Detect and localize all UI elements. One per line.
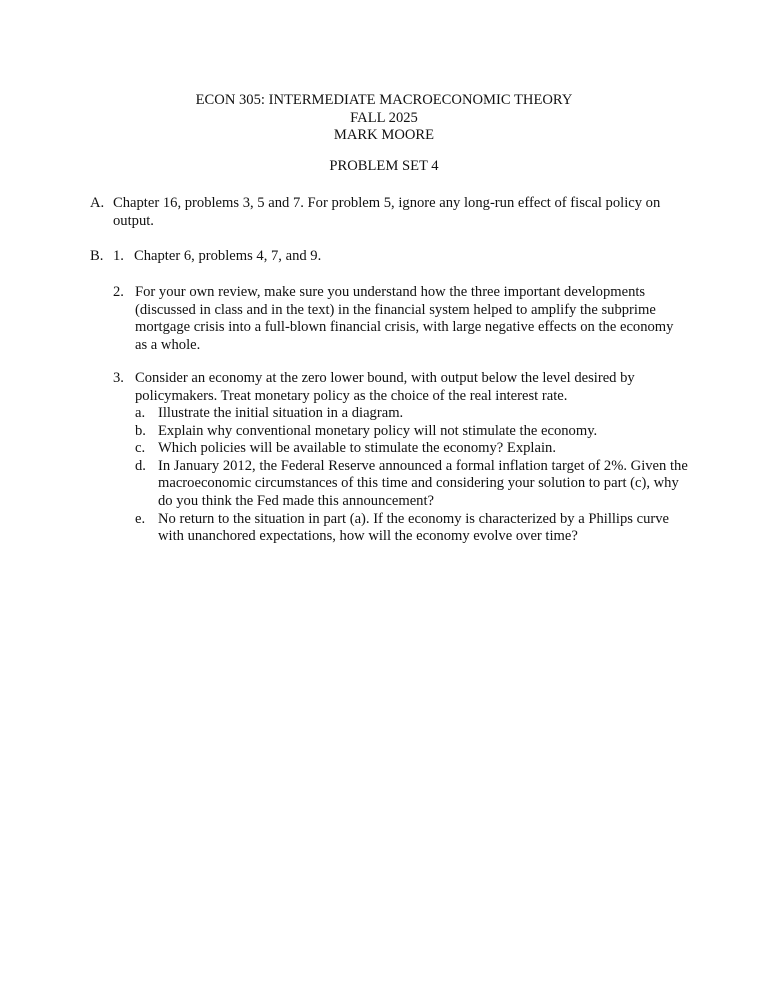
item-3-label: 3. — [113, 370, 124, 386]
item-3-text: Consider an economy at the zero lower bound, with output below the level desired by policymakers. Treat monetary policy as the choice of the real interest rate. — [135, 370, 635, 404]
document-header — [0, 92, 768, 145]
subitem-b-text: Explain why conventional monetary policy will not stimulate the economy. — [158, 422, 598, 439]
subitem-d-label: d. — [135, 457, 146, 474]
problem-set-title: PROBLEM SET 4 — [329, 158, 439, 174]
item-1-text: Chapter 6, problems 4, 7, and 9. — [134, 248, 322, 264]
subitem-b-label: b. — [135, 422, 146, 439]
subitem-c-label: c. — [135, 440, 146, 457]
subitem-e-label: e. — [135, 510, 146, 527]
subitem-c-text: Which policies will be available to stimulate the economy? Explain. — [158, 440, 556, 457]
course-title: ECON 305: INTERMEDIATE MACROECONOMIC THEORY — [195, 92, 573, 108]
subitem-e-text: No return to the situation in part (a). If the economy is characterized by a Phillips curve with unanchored expectations, how will the economy evolve over time? — [158, 510, 670, 545]
section-a-text: Chapter 16, problems 3, 5 and 7. For problem 5, ignore any long-run effect of fiscal policy on output. — [113, 195, 661, 229]
term: FALL 2025 — [350, 109, 418, 126]
subitem-a-label: a. — [135, 405, 146, 421]
instructor-name: MARK MOORE — [333, 127, 435, 144]
item-2-text: For your own review, make sure you understand how the three important developments (discussed in class and in the text) in the financial system helped to amplify the subprime mortgage crisis into a full-blown financial crisis, with large negative effects on the economy as a whole. — [135, 284, 674, 353]
subitem-a-text: Illustrate the initial situation in a diagram. — [158, 405, 404, 421]
section-b-label: B. — [90, 248, 104, 264]
section-a-label: A. — [90, 195, 105, 211]
subitem-d-text: In January 2012, the Federal Reserve announced a formal inflation target of 2%. Given the macroeconomic circumstances of this time and considering your solution to part (c), why do you think the Fed made this announcement? — [158, 457, 688, 509]
item-2-label: 2. — [113, 284, 124, 300]
item-1-label: 1. — [113, 248, 124, 264]
